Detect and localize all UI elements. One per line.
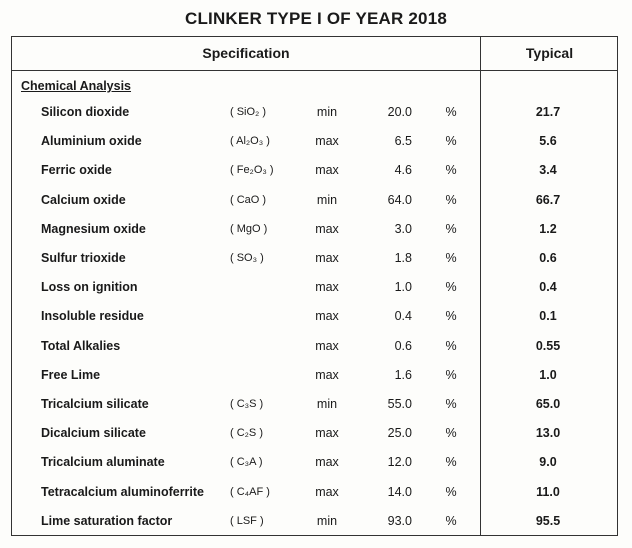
row-limit: min: [316, 105, 338, 119]
header-specification: Specification: [202, 45, 290, 61]
row-value: 93.0: [387, 513, 412, 528]
row-value: 3.0: [394, 221, 412, 236]
row-unit: %: [445, 105, 457, 119]
row-limit: max: [315, 338, 339, 353]
row-formula: ( SiO₂ ): [230, 106, 267, 118]
row-name: Free Lime: [41, 367, 101, 382]
table-row: [12, 134, 617, 154]
row-unit: %: [445, 221, 457, 236]
row-name: Magnesium oxide: [41, 221, 146, 236]
table-row: [12, 426, 617, 446]
table-row: [12, 222, 617, 242]
row-unit: %: [445, 134, 457, 149]
row-unit: %: [445, 484, 457, 499]
table-row: [12, 280, 617, 300]
row-formula: ( LSF ): [230, 514, 264, 527]
row-name: Dicalcium silicate: [41, 426, 146, 441]
row-limit: max: [315, 367, 339, 382]
row-typical: 5.6: [539, 134, 557, 149]
row-unit: %: [445, 280, 457, 295]
row-formula: ( MgO ): [230, 222, 268, 235]
row-typical: 65.0: [535, 397, 561, 411]
row-unit: %: [445, 338, 457, 353]
row-typical: 3.4: [539, 163, 557, 178]
table-row: [12, 485, 617, 505]
specification-table: [11, 36, 618, 536]
row-value: 12.0: [387, 455, 412, 470]
row-unit: %: [445, 251, 457, 265]
row-typical: 0.6: [539, 251, 557, 265]
row-limit: max: [315, 163, 339, 178]
row-name: Loss on ignition: [41, 280, 138, 295]
row-value: 1.8: [394, 251, 412, 265]
row-typical: 0.55: [535, 338, 561, 353]
row-limit: max: [315, 134, 339, 149]
table-row: [12, 105, 617, 125]
row-typical: 0.1: [539, 309, 557, 324]
row-value: 1.0: [394, 280, 412, 295]
row-typical: 95.5: [535, 513, 561, 528]
row-typical: 66.7: [535, 192, 561, 207]
table-row: [12, 514, 617, 534]
table-row: [12, 397, 617, 417]
row-name: Ferric oxide: [41, 163, 112, 178]
row-typical: 11.0: [536, 484, 560, 499]
row-limit: max: [315, 426, 339, 441]
row-limit: min: [316, 513, 338, 528]
row-typical: 9.0: [539, 455, 557, 470]
row-formula: ( Al₂O₃ ): [230, 135, 270, 148]
row-name: Tricalcium silicate: [41, 397, 149, 411]
table-row: [12, 309, 617, 329]
row-limit: min: [316, 192, 338, 207]
row-unit: %: [445, 163, 457, 178]
table-row: [12, 368, 617, 388]
row-value: 0.4: [394, 309, 412, 324]
row-formula: ( Fe₂O₃ ): [230, 164, 274, 177]
row-typical: 13.0: [535, 426, 561, 441]
row-value: 20.0: [387, 105, 412, 119]
row-name: Aluminium oxide: [41, 134, 142, 149]
row-name: Insoluble residue: [41, 309, 144, 324]
row-value: 6.5: [394, 134, 412, 149]
header-typical: Typical: [525, 45, 574, 61]
row-value: 64.0: [387, 192, 412, 207]
row-typical: 21.7: [535, 105, 561, 119]
row-typical: 1.2: [539, 221, 557, 236]
row-name: Silicon dioxide: [41, 105, 130, 119]
row-unit: %: [445, 513, 457, 528]
table-row: [12, 455, 617, 475]
row-value: 25.0: [387, 426, 412, 441]
row-formula: ( CaO ): [230, 193, 267, 206]
row-unit: %: [445, 367, 457, 382]
row-limit: max: [315, 309, 339, 324]
row-typical: 1.0: [539, 367, 557, 382]
row-name: Tetracalcium aluminoferrite: [41, 484, 205, 499]
row-limit: min: [316, 397, 338, 411]
row-name: Sulfur trioxide: [41, 251, 126, 265]
row-name: Total Alkalies: [41, 338, 121, 353]
row-limit: max: [315, 455, 339, 470]
row-unit: %: [445, 309, 457, 324]
row-unit: %: [445, 397, 457, 411]
row-name: Calcium oxide: [41, 192, 126, 207]
row-unit: %: [445, 192, 457, 207]
row-limit: max: [315, 221, 339, 236]
section-heading: Chemical Analysis: [21, 79, 132, 93]
row-limit: max: [315, 251, 339, 265]
row-formula: ( SO₃ ): [230, 252, 264, 264]
row-value: 0.6: [394, 338, 412, 353]
table-row: [12, 163, 617, 183]
row-value: 4.6: [394, 163, 412, 178]
row-value: 1.6: [394, 367, 412, 382]
row-value: 55.0: [387, 397, 412, 411]
row-formula: ( C₃S ): [230, 398, 264, 410]
row-typical: 0.4: [539, 280, 557, 295]
table-row: [12, 251, 617, 271]
row-unit: %: [445, 426, 457, 441]
table-header: [12, 37, 617, 71]
row-limit: max: [315, 484, 339, 499]
row-unit: %: [445, 455, 457, 470]
row-formula: ( C₂S ): [230, 427, 263, 440]
row-name: Tricalcium aluminate: [41, 455, 165, 470]
table-row: [12, 193, 617, 213]
table-row: [12, 339, 617, 359]
row-value: 14.0: [387, 484, 412, 499]
row-formula: ( C₄AF ): [230, 485, 270, 498]
row-name: Lime saturation factor: [41, 513, 173, 528]
row-formula: ( C₃A ): [230, 456, 263, 469]
document-title: CLINKER TYPE I OF YEAR 2018: [184, 9, 448, 28]
row-limit: max: [315, 280, 339, 295]
